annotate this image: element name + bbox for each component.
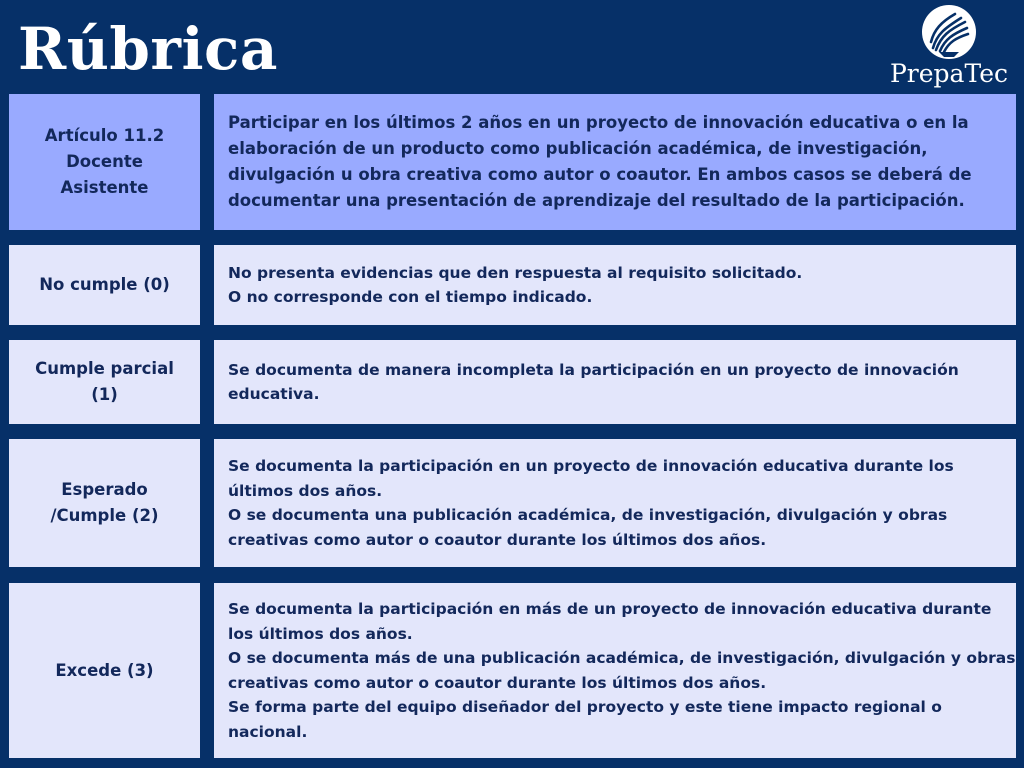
rubric-level-label-cumple-parcial [9, 340, 200, 424]
level-description-line: creativas como autor o coautor durante los últimos dos años. [228, 673, 767, 692]
level-description-line: Se forma parte del equipo diseñador del proyecto y este tiene impacto regional o [228, 698, 942, 716]
level-label-line: (1) [91, 385, 118, 404]
rubric-level-description-esperado [214, 439, 1016, 567]
level-label-line: No cumple (0) [39, 275, 170, 294]
level-description-line: Se documenta la participación en más de un proyecto de innovación educativa durante [228, 600, 992, 618]
header-label [45, 123, 164, 201]
header-description-line: elaboración de un producto como publicación académica, de investigación, [228, 139, 928, 158]
level-description-line: creativas como autor o coautor durante los últimos dos años. [228, 530, 767, 549]
rubric-level-description-excede [214, 583, 1016, 758]
level-description-line: últimos dos años. [228, 481, 383, 500]
header-label-line: Asistente [60, 178, 149, 197]
header-label-line: Artículo 11.2 [44, 126, 165, 145]
header-description-line: divulgación u obra creativa como autor o coautor. En ambos casos se deberá de [228, 165, 972, 184]
level-description-line: O se documenta una publicación académica, de investigación, divulgación y obras [228, 506, 948, 524]
header-label-cell [9, 94, 200, 230]
rubric-level-description-cumple-parcial [214, 340, 1016, 424]
rubric-level-label-esperado [9, 439, 200, 567]
logo-wordmark: PrepaTec [889, 59, 1008, 88]
level-description-line: O se documenta más de una publicación académica, de investigación, divulgación y obras [228, 649, 1016, 667]
rubric-level-description-no-cumple [214, 245, 1016, 325]
header-label-line: Docente [66, 152, 143, 171]
level-label-line: Cumple parcial [35, 359, 174, 378]
prepatec-logo [884, 4, 1014, 94]
flame-emblem-icon [921, 4, 977, 60]
page-title: Rúbrica [18, 15, 278, 83]
level-label-line: /Cumple (2) [50, 506, 159, 525]
level-description-line: Se documenta de manera incompleta la participación en un proyecto de innovación [228, 360, 959, 379]
header-description-cell [214, 94, 1016, 230]
header-description-line: Participar en los últimos 2 años en un proyecto de innovación educativa o en la [228, 113, 969, 132]
rubric-level-label-excede [9, 583, 200, 758]
level-description-line: Se documenta la participación en un proyecto de innovación educativa durante los [228, 457, 954, 475]
level-description-line: O no corresponde con el tiempo indicado. [228, 288, 593, 306]
level-label-line: Excede (3) [55, 660, 154, 680]
level-description-line: nacional. [228, 722, 308, 741]
rubric-level-label-no-cumple [9, 245, 200, 325]
level-description-line: educativa. [228, 385, 320, 403]
header-description-line: documentar una presentación de aprendizaje del resultado de la participación. [228, 191, 965, 210]
level-label-line: Esperado [61, 480, 148, 499]
level-description-line: No presenta evidencias que den respuesta al requisito solicitado. [228, 263, 803, 282]
level-description-line: los últimos dos años. [228, 624, 413, 643]
